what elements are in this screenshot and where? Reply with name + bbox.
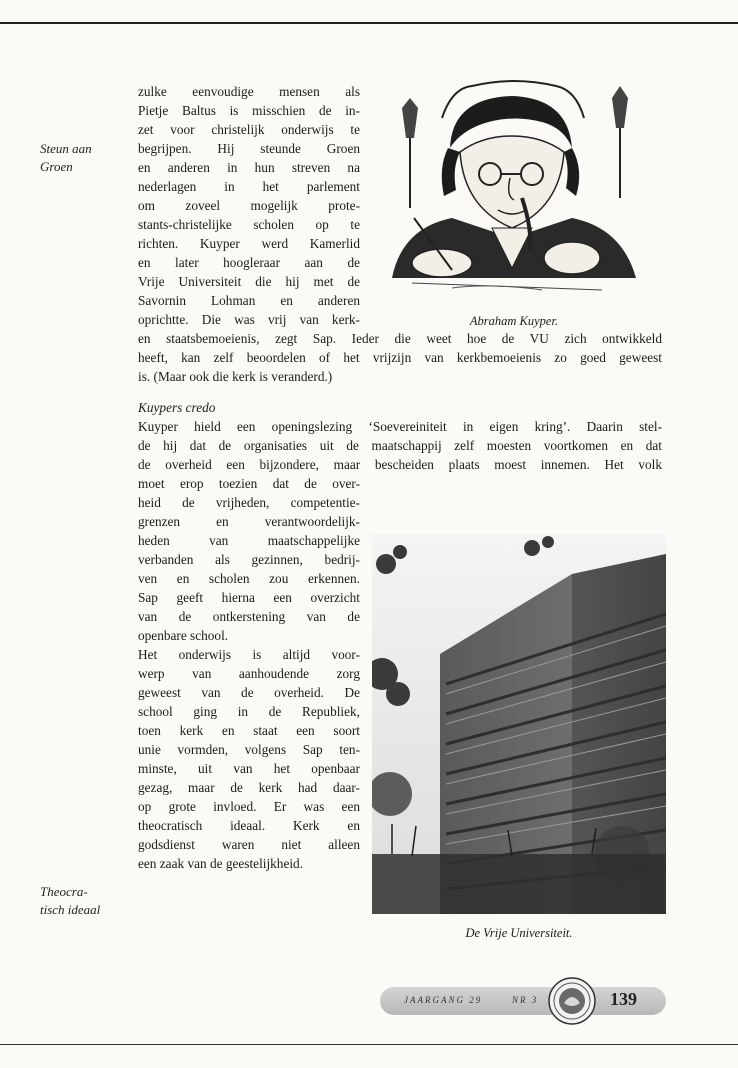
text-line: en anderen in hun streven na xyxy=(138,160,360,175)
text-line: begrijpen. Hij steunde Groen xyxy=(138,141,360,156)
text-line: op grote invloed. Er was een xyxy=(138,799,360,814)
side-note-theocratisch-ideaal xyxy=(40,883,132,919)
text-line: gezag, maar de kerk had daar- xyxy=(138,780,360,795)
text-line: moet erop toezien dat de over- xyxy=(138,476,360,491)
seal-emblem-icon xyxy=(548,977,596,1025)
text-line: minste, uit van het openbaar xyxy=(138,761,360,776)
text-line: geweest van de overheid. De xyxy=(138,685,360,700)
text-line: Sap geeft hierna een overzicht xyxy=(138,590,360,605)
text-line: theocratisch ideaal. Kerk en xyxy=(138,818,360,833)
bottom-rule xyxy=(0,1044,738,1045)
side-note-line: tisch ideaal xyxy=(40,902,101,917)
page-number: 139 xyxy=(610,989,637,1009)
side-note-line: Theocra- xyxy=(40,884,88,899)
text-line: richten. Kuyper werd Kamerlid xyxy=(138,236,360,251)
text-line: Het onderwijs is altijd voor- xyxy=(138,647,360,662)
caption-vrije-universiteit: De Vrije Universiteit. xyxy=(465,926,573,940)
kuyper-illustration xyxy=(372,78,656,300)
text-line: en later hoogleraar aan de xyxy=(138,255,360,270)
text-line: unie vormden, volgens Sap ten- xyxy=(138,742,360,757)
text-line: oprichtte. Die was vrij van kerk- xyxy=(138,312,360,327)
text-line: de overheid een bijzondere, maar bescheiden plaats moest innemen. Het volk xyxy=(138,457,662,472)
text-line: en staatsbemoeienis, zegt Sap. Ieder die weet hoe de VU zich ontwikkeld xyxy=(138,331,662,346)
side-note-line: Steun aan xyxy=(40,141,92,156)
text-line: grenzen en verantwoordelijk- xyxy=(138,514,360,529)
caption-abraham-kuyper: Abraham Kuyper. xyxy=(469,314,559,328)
footer-volume: JAARGANG 29 xyxy=(404,995,483,1005)
text-line: stants-christelijke scholen op te xyxy=(138,217,360,232)
text-line: de hij dat de organisaties uit de maatschappij zelf moesten voortkomen en dat xyxy=(138,438,662,453)
text-line: ven en scholen zou erkennen. xyxy=(138,571,360,586)
text-line: verbanden als gezinnen, bedrij- xyxy=(138,552,360,567)
text-line: heeft, kan zelf beoordelen of het vrijzijn van kerkbemoeienis zo goed geweest xyxy=(138,350,662,365)
text-line: van de ontkerstening van de xyxy=(138,609,360,624)
text-line: nederlagen in het parlement xyxy=(138,179,360,194)
text-line: school ging in de Republiek, xyxy=(138,704,360,719)
text-line: Vrije Universiteit die hij met de xyxy=(138,274,360,289)
text-line: Pietje Baltus is misschien de in- xyxy=(138,103,360,118)
text-line: heid de vrijheden, competentie- xyxy=(138,495,360,510)
text-line: Kuyper hield een openingslezing ‘Soevereiniteit in eigen kring’. Daarin stel- xyxy=(138,419,662,434)
text-line: werp van aanhoudende zorg xyxy=(138,666,360,681)
vrije-universiteit-photo xyxy=(372,534,666,914)
text-line: om zoveel mogelijk prote- xyxy=(138,198,360,213)
text-line: openbare school. xyxy=(138,628,229,643)
text-line: Savornin Lohman en anderen xyxy=(138,293,360,308)
footer-issue: NR 3 xyxy=(512,995,539,1005)
text-line: heden van maatschappelijke xyxy=(138,533,360,548)
text-line: godsdienst waren niet alleen xyxy=(138,837,360,852)
text-line: een zaak van de geestelijkheid. xyxy=(138,856,304,871)
text-line: zet voor christelijk onderwijs te xyxy=(138,122,360,137)
text-line: is. (Maar ook die kerk is veranderd.) xyxy=(138,369,333,384)
side-note-steun-aan-groen xyxy=(40,140,132,176)
text-line: toen kerk en staat een soort xyxy=(138,723,360,738)
side-note-line: Groen xyxy=(40,159,73,174)
top-rule xyxy=(0,22,738,24)
section-heading: Kuypers credo xyxy=(138,400,216,415)
text-line: zulke eenvoudige mensen als xyxy=(138,84,360,99)
